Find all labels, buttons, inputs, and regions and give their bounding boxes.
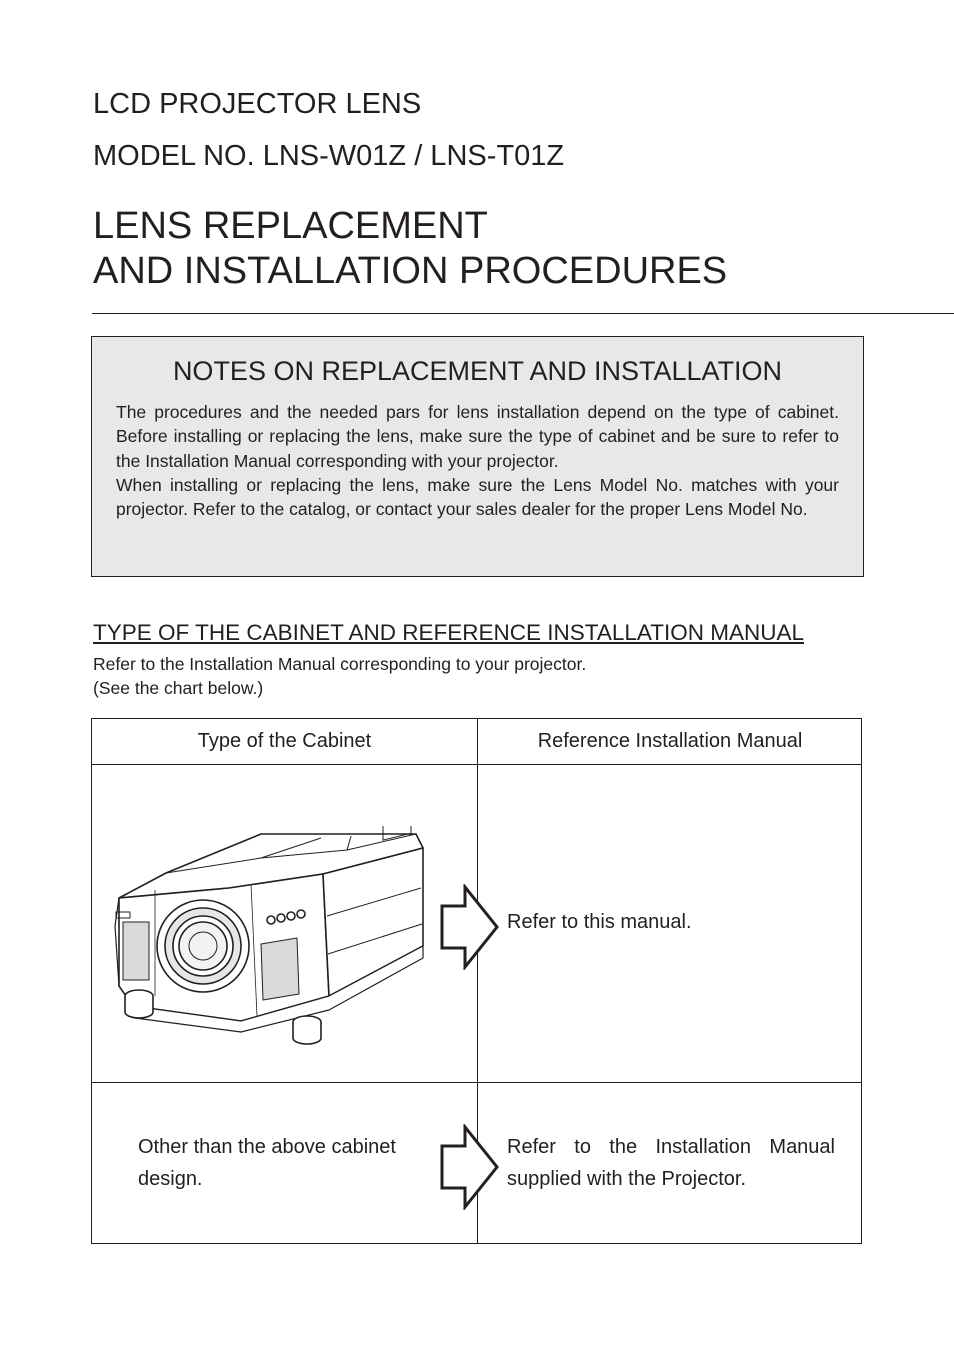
projector-illustration xyxy=(111,826,431,1048)
row2-cabinet: Other than the above cabinet design. xyxy=(138,1136,396,1190)
notes-box xyxy=(91,336,864,577)
page-title-line-2: AND INSTALLATION PROCEDURES xyxy=(93,250,728,292)
arrow-right-icon xyxy=(439,1124,501,1210)
row1-reference: Refer to this manual. xyxy=(507,911,692,933)
notes-heading: NOTES ON REPLACEMENT AND INSTALLATION xyxy=(172,356,783,386)
title-divider xyxy=(92,313,954,314)
intro-line-2: (See the chart below.) xyxy=(93,678,264,698)
section-heading: TYPE OF THE CABINET AND REFERENCE INSTALLATION MANUAL xyxy=(93,620,804,645)
header-reference-manual: Reference Installation Manual xyxy=(537,730,803,752)
model-number: MODEL NO. LNS-W01Z / LNS-T01Z xyxy=(93,140,565,172)
table-header-divider xyxy=(92,764,861,765)
intro-line-1: Refer to the Installation Manual corresponding to your projector. xyxy=(93,654,587,674)
notes-body xyxy=(116,400,839,521)
header-cabinet-type: Type of the Cabinet xyxy=(197,730,372,752)
notes-paragraph-1: The procedures and the needed pars for lens installation depend on the type of cabinet. Before installing or replacing the lens, make sure the type of cabinet and be sure to refer to the Installation Manual corresponding with your projector. xyxy=(116,402,839,471)
product-line: LCD PROJECTOR LENS xyxy=(93,88,422,120)
table-row-divider xyxy=(92,1082,861,1083)
arrow-right-icon xyxy=(439,884,501,970)
page-title xyxy=(93,204,727,294)
page-title-line-1: LENS REPLACEMENT xyxy=(93,205,488,247)
notes-paragraph-2: When installing or replacing the lens, make sure the Lens Model No. matches with your projector. Refer to the catalog, or contact your sales dealer for the proper Lens Model No. xyxy=(116,474,839,520)
section-intro xyxy=(93,652,586,700)
row2-reference: Refer to the Installation Manual supplied with the Projector. xyxy=(507,1136,835,1190)
